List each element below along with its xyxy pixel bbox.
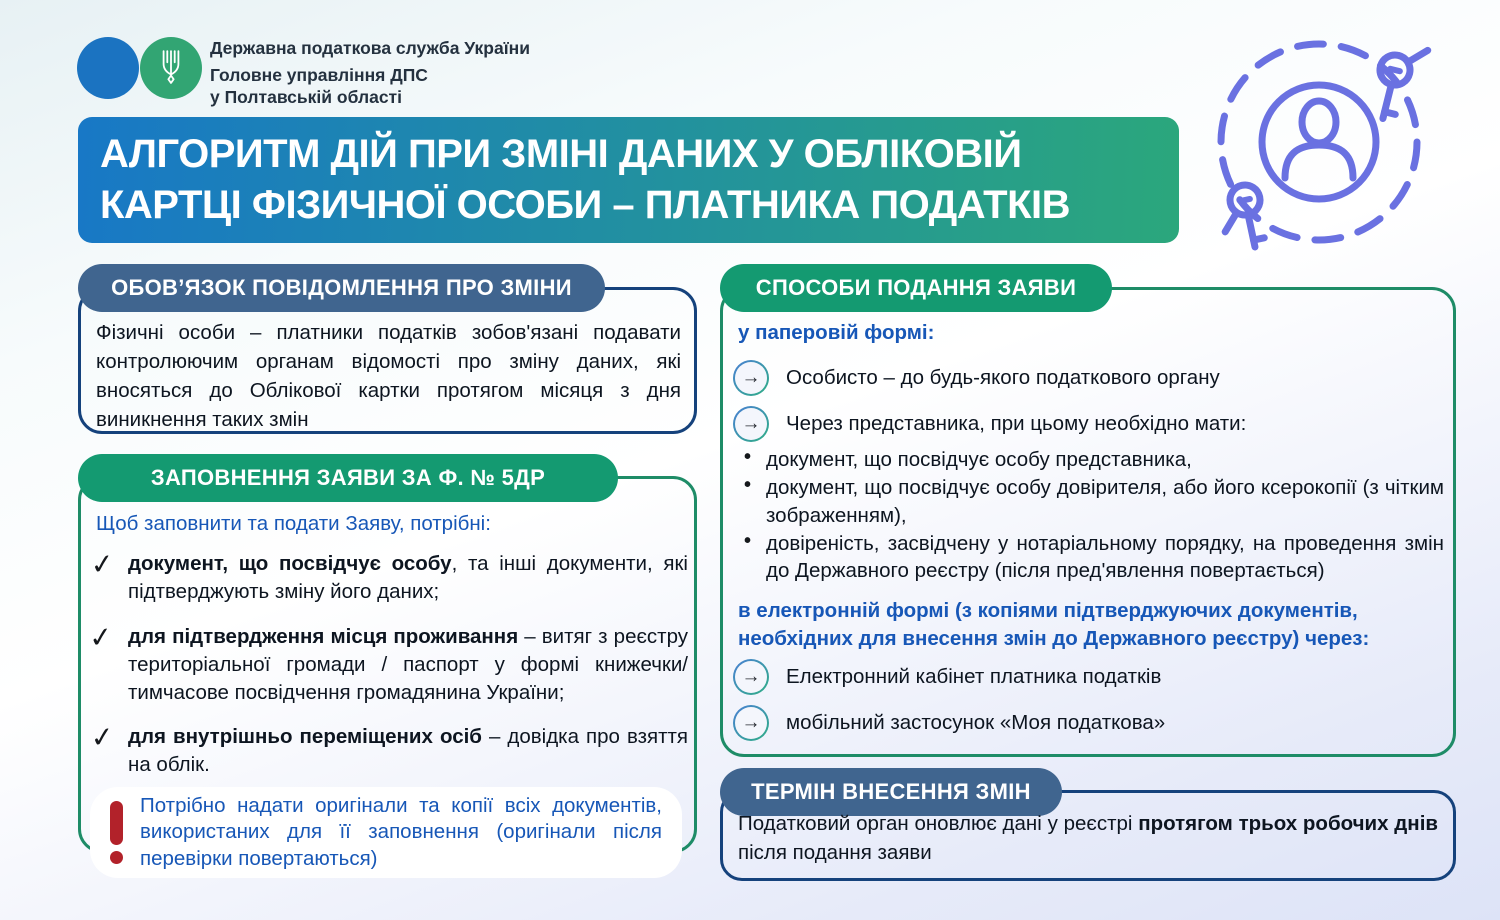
list-item-text	[128, 550, 688, 606]
list-item	[87, 620, 688, 707]
application-card-header	[78, 454, 618, 502]
trident-icon	[158, 48, 184, 89]
term-body-pre: Податковий орган оновлює дані у реєстрі	[738, 812, 1139, 835]
representative-docs-list	[744, 446, 1444, 584]
bullet-icon: •	[744, 474, 752, 497]
page-title-line-2: КАРТЦІ ФІЗИЧНОЇ ОСОБИ – ПЛАТНИКА ПОДАТКІВ	[100, 183, 1071, 227]
list-item	[744, 530, 1444, 585]
arrow-icon: →	[733, 705, 769, 741]
obligation-body: Фізичні особи – платники податків зобов'язані подавати контролюючим органам відомості про зміну даних, які вносяться до Облікової картки протягом місяця з дня виникнення таких змін	[96, 321, 681, 432]
warning-note-text: Потрібно надати оригінали та копії всіх документів, використаних для її заповнення (оригінали після перевірки повертаються)	[140, 793, 662, 870]
list-item-text: документ, що посвідчує особу довірителя, або його ксерокопії (з чітким зображенням),	[766, 476, 1444, 527]
check-icon: ✓	[88, 547, 116, 581]
electronic-form-label: в електронній формі (з копіями підтверджуючих документів, необхідних для внесення змін до Державного реєстру) через:	[738, 599, 1370, 651]
org-line-1: Державна податкова служба України	[210, 38, 530, 58]
page-title-line-1: АЛГОРИТМ ДІЙ ПРИ ЗМІНІ ДАНИХ У ОБЛІКОВІЙ	[100, 132, 1022, 176]
avatar-shoulders	[1285, 145, 1353, 178]
org-line-3: у Полтавській області	[210, 87, 402, 107]
logo-blue-circle	[77, 37, 139, 99]
avatar-head	[1302, 101, 1336, 143]
page-title	[78, 117, 1179, 243]
organization-name	[210, 37, 530, 108]
org-line-2: Головне управління ДПС	[210, 65, 428, 85]
list-item-text	[128, 623, 688, 707]
term-body-post: після подання заяви	[738, 840, 932, 864]
electronic-option-row	[733, 659, 1161, 695]
electronic-option-2: мобільний застосунок «Моя податкова»	[786, 711, 1166, 734]
submission-header-label: СПОСОБИ ПОДАННЯ ЗАЯВИ	[755, 275, 1077, 300]
arrow-icon: →	[733, 360, 769, 396]
exclamation-icon	[110, 801, 123, 864]
required-documents-list	[87, 547, 688, 779]
submission-card-header	[720, 264, 1112, 312]
list-item	[744, 446, 1444, 473]
item-lead: документ, що посвідчує особу	[128, 552, 452, 575]
electronic-option-1: Електронний кабінет платника податків	[786, 665, 1162, 688]
check-icon: ✓	[87, 620, 115, 654]
logo-green-circle	[140, 37, 202, 99]
paper-option-row	[733, 360, 1220, 396]
list-item-text	[128, 723, 688, 779]
item-rest: , та інші документи, які підтверджують зміну його даних;	[128, 552, 688, 603]
item-lead: для підтвердження місця проживання	[128, 624, 519, 648]
arrow-icon: →	[733, 659, 769, 695]
application-header-label: ЗАПОВНЕННЯ ЗАЯВИ ЗА Ф. № 5ДР	[150, 465, 546, 490]
key-icon-bottom-left	[1216, 182, 1269, 252]
person-keys-illustration	[1198, 18, 1440, 265]
originals-warning-note	[90, 787, 682, 878]
item-lead: для внутрішньо переміщених осіб	[128, 725, 482, 749]
bullet-icon: •	[744, 529, 752, 552]
check-icon: ✓	[88, 720, 116, 755]
term-header-label: ТЕРМІН ВНЕСЕННЯ ЗМІН	[751, 779, 1031, 804]
list-item-text: довіреність, засвідчену у нотаріальному порядку, на проведення змін до Державного реєстру (після пред'явлення повертається)	[766, 531, 1444, 582]
application-intro: Щоб заповнити та подати Заяву, потрібні:	[96, 512, 491, 535]
term-body	[738, 810, 1438, 867]
arrow-icon: →	[733, 406, 769, 442]
item-rest: – витяг з реєстру територіальної громади / паспорт у формі книжечки/ тимчасове посвідчення громадянина України;	[128, 624, 688, 704]
term-card-header	[720, 768, 1062, 816]
electronic-option-row	[733, 705, 1165, 741]
paper-option-row	[733, 406, 1246, 442]
obligation-card-header	[78, 264, 605, 312]
bullet-icon: •	[744, 446, 752, 468]
list-item	[744, 474, 1444, 529]
obligation-header-label: ОБОВ’ЯЗОК ПОВІДОМЛЕННЯ ПРО ЗМІНИ	[111, 275, 572, 300]
key-icon-top-right	[1368, 40, 1427, 125]
list-item	[88, 720, 688, 779]
list-item-text: документ, що посвідчує особу представника,	[766, 448, 1192, 471]
list-item	[88, 547, 688, 606]
term-body-bold: протягом трьох робочих днів	[1138, 812, 1438, 835]
paper-option-1: Особисто – до будь-якого податкового органу	[786, 366, 1220, 389]
item-rest: – довідка про взяття на облік.	[128, 725, 688, 777]
paper-form-label: у паперовій формі:	[738, 321, 935, 344]
paper-option-2: Через представника, при цьому необхідно мати:	[786, 412, 1247, 435]
